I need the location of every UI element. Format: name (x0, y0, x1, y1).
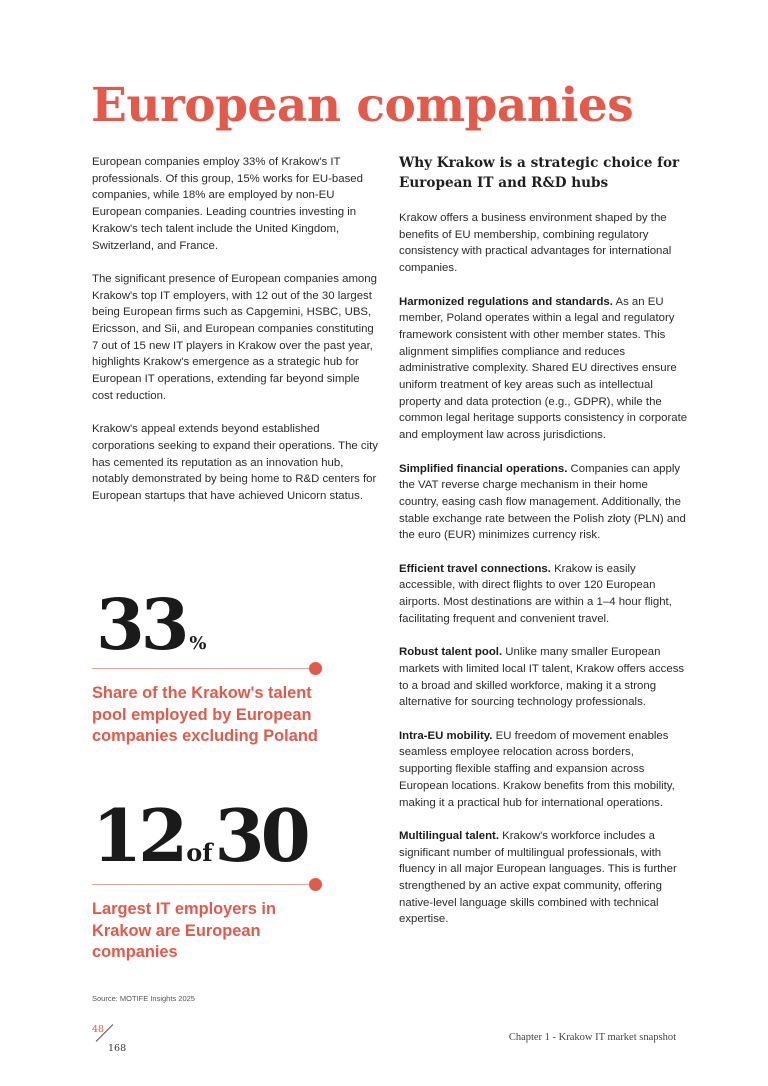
advantage-text: As an EU member, Poland operates within a legal and regulatory framework consistent with other member states. This alignment simplifies compliance and reduces administrative complexity. Shared EU directives ensure uniform treatment of key areas such as intellectual property and data protection (e.g., GDPR), while the common legal heritage supports consistency in corporate and employment law across jurisdictions. (399, 295, 688, 442)
advantage-financial (399, 461, 689, 545)
advantage-title: Intra-EU mobility. (399, 729, 493, 742)
divider-line (92, 884, 312, 885)
stat-divider (92, 662, 322, 674)
right-column (399, 154, 689, 945)
advantage-text: Unlike many smaller European markets with limited local IT talent, Krakow offers access to a broad and skilled workforce, making it a strong alternative for sourcing technology professionals. (399, 646, 685, 709)
stat-number-total: 30 (214, 793, 307, 878)
left-column (92, 154, 382, 521)
stat-value (96, 583, 332, 666)
stat-caption: Share of the Krakow's talent pool employed by European companies excluding Poland (92, 684, 318, 745)
advantage-title: Multilingual talent. (399, 829, 499, 842)
stat-divider (92, 878, 322, 890)
page-number (92, 1024, 132, 1058)
stat-share-european (92, 583, 332, 748)
chapter-label: Chapter 1 - Krakow IT market snapshot (508, 1032, 676, 1043)
advantage-mobility (399, 728, 689, 812)
appeal-paragraph: Krakow's appeal extends beyond established corporations seeking to expand their operations. The city has cemented its reputation as an innovation hub, notably demonstrated by being home to R&D centers for European startups that have achieved Unicorn status. (92, 423, 378, 503)
advantage-text: EU freedom of movement enables seamless employee relocation across borders, supporting flexible staffing and expansion across European locations. Krakow benefits from this mobility, making it a practical hub for international operations. (399, 729, 675, 809)
advantage-text: Companies can apply the VAT reverse charge mechanism in their home country, easing cash flow management. Additionally, the stable exchange rate between the Polish złoty (PLN) and the euro (EUR) minimizes currency risk. (399, 462, 686, 542)
advantage-title: Harmonized regulations and standards. (399, 295, 613, 308)
advantage-title: Efficient travel connections. (399, 562, 551, 575)
divider-line (92, 668, 312, 669)
section-intro: Krakow offers a business environment shaped by the benefits of EU membership, combining regulatory consistency with practical advantages for international companies. (399, 212, 672, 275)
stat-unit: % (189, 633, 207, 654)
presence-paragraph: The significant presence of European companies among Krakow's top IT employers, with 12 out of the 30 largest being European firms such as Capgemini, HSBC, UBS, Ericsson, and Sii, and European companies constituting 7 out of 15 new IT players in Krakow over the past year, highlights Krakow's emergence as a strategic hub for European IT operations, extending far beyond simple cost reduction. (92, 272, 377, 402)
advantage-multilingual (399, 828, 689, 928)
source-note: Source: MOTIFE Insights 2025 (92, 994, 195, 1003)
intro-paragraph: European companies employ 33% of Krakow's IT professionals. Of this group, 15% works for EU-based companies, while 18% are employed by non-EU European companies. Leading countries investing in Krakow's tech talent include the United Kingdom, Switzerland, and France. (92, 156, 363, 252)
stat-largest-employers (92, 793, 332, 964)
stat-number: 33 (96, 583, 186, 666)
page-current: 48 (92, 1024, 105, 1035)
advantage-talent-pool (399, 644, 689, 711)
section-heading: Why Krakow is a strategic choice for European IT and R&D hubs (399, 155, 680, 191)
divider-dot-icon (309, 878, 322, 891)
advantage-text: Krakow's workforce includes a significant number of multilingual professionals, with fluency in all major European languages. This is further strengthened by an active expat community, offering native-level language skills combined with technical expertise. (399, 829, 677, 926)
stat-value (92, 793, 332, 878)
stat-caption: Largest IT employers in Krakow are European companies (92, 900, 276, 961)
divider-dot-icon (309, 662, 322, 675)
advantage-title: Simplified financial operations. (399, 462, 568, 475)
advantage-text: Krakow is easily accessible, with direct flights to over 120 European airports. Most destinations are within a 1–4 hour flight, facilitating frequent and convenient travel. (399, 562, 672, 625)
advantage-travel (399, 561, 689, 628)
page-total: 168 (108, 1043, 127, 1054)
advantage-regulations (399, 294, 689, 444)
stat-unit: of (186, 838, 213, 867)
page-title: European companies (91, 78, 634, 133)
stat-number: 12 (92, 793, 185, 878)
advantage-title: Robust talent pool. (399, 646, 503, 659)
